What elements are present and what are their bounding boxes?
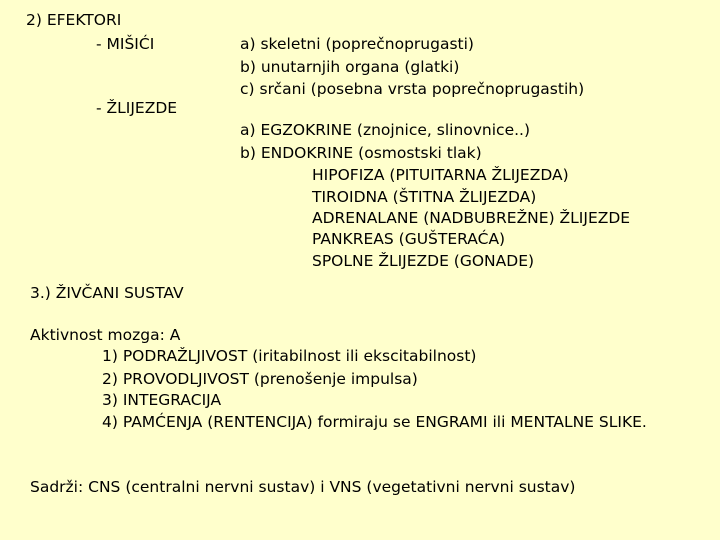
endocrine-gland-item: ADRENALANE (NADBUBREŽNE) ŽLIJEZDE bbox=[312, 209, 631, 227]
gland-type-endocrine: b) ENDOKRINE (osmostski tlak) bbox=[240, 144, 482, 162]
endocrine-gland-item: TIROIDNA (ŠTITNA ŽLIJEZDA) bbox=[312, 188, 537, 206]
endocrine-gland-item: HIPOFIZA (PITUITARNA ŽLIJEZDA) bbox=[312, 166, 569, 184]
muscle-type-skeletal: a) skeletni (poprečnoprugasti) bbox=[240, 35, 474, 53]
nervous-system-contains: Sadrži: CNS (centralni nervni sustav) i VNS (vegetativni nervni sustav) bbox=[30, 478, 576, 496]
brain-activity-item: 4) PAMĆENJA (RENTENCIJA) formiraju se ENGRAMI ili MENTALNE SLIKE. bbox=[102, 413, 647, 431]
brain-activity-label: Aktivnost mozga: A bbox=[30, 326, 181, 344]
section-2-heading: 2) EFEKTORI bbox=[26, 11, 122, 29]
brain-activity-item: 2) PROVODLJIVOST (prenošenje impulsa) bbox=[102, 370, 418, 388]
muscle-type-cardiac: c) srčani (posebna vrsta poprečnoprugastih) bbox=[240, 80, 585, 98]
muscle-type-smooth: b) unutarnjih organa (glatki) bbox=[240, 58, 460, 76]
section-3-heading: 3.) ŽIVČANI SUSTAV bbox=[30, 284, 184, 302]
glands-label: - ŽLIJEZDE bbox=[96, 99, 178, 117]
muscles-label: - MIŠIĆI bbox=[96, 35, 155, 53]
brain-activity-item: 3) INTEGRACIJA bbox=[102, 391, 222, 409]
endocrine-gland-item: PANKREAS (GUŠTERAĆA) bbox=[312, 230, 506, 248]
gland-type-exocrine: a) EGZOKRINE (znojnice, slinovnice..) bbox=[240, 121, 531, 139]
endocrine-gland-item: SPOLNE ŽLIJEZDE (GONADE) bbox=[312, 252, 535, 270]
brain-activity-item: 1) PODRAŽLJIVOST (iritabilnost ili ekscitabilnost) bbox=[102, 347, 477, 365]
